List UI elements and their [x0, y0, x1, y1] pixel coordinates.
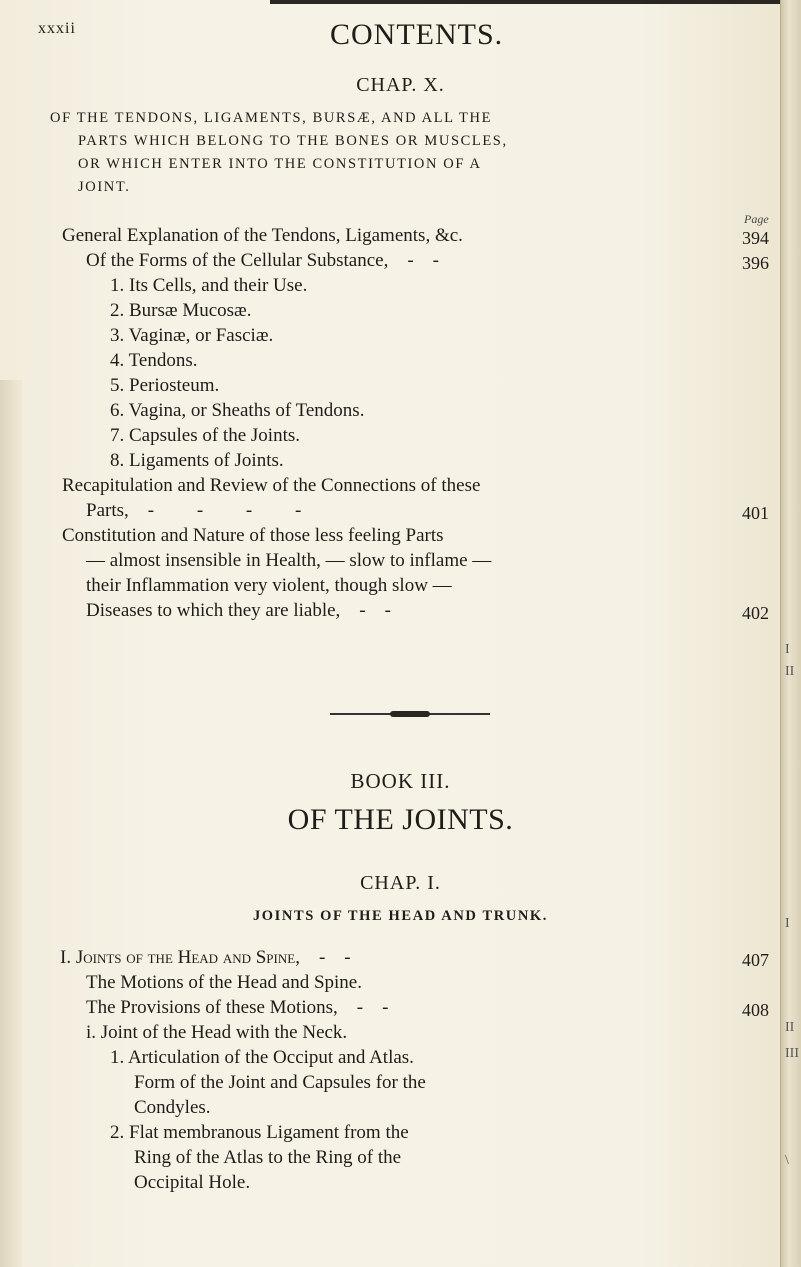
toc-entry: Constitution and Nature of those less feeling Parts: [62, 525, 444, 546]
top-rule: [270, 0, 801, 4]
edge-mark: \: [785, 1153, 789, 1168]
edge-mark: III: [785, 1046, 799, 1061]
toc-entry: — almost insensible in Health, — slow to inflame —: [86, 550, 492, 571]
edge-mark: I: [785, 642, 790, 657]
toc-entry: Recapitulation and Review of the Connections of these: [62, 475, 481, 496]
toc-entry: Of the Forms of the Cellular Substance, - -: [86, 250, 440, 271]
toc-entry: their Inflammation very violent, though slow —: [86, 575, 452, 596]
toc-page-number: 394: [742, 228, 769, 248]
right-page-edge: [780, 0, 801, 1267]
toc-entry: Occipital Hole.: [134, 1172, 251, 1193]
folio-number: xxxii: [38, 20, 76, 37]
toc-entry: 1. Articulation of the Occiput and Atlas.: [110, 1047, 414, 1068]
edge-mark: I: [785, 916, 790, 931]
toc-entry: Parts, - - - -: [86, 500, 302, 521]
chapter-title-line: JOINT.: [78, 179, 131, 195]
toc-entry: 1. Its Cells, and their Use.: [110, 275, 308, 296]
toc-page-number: 396: [742, 253, 769, 273]
chapter-heading: CHAP. I.: [360, 872, 441, 894]
toc-page-number: 407: [742, 950, 769, 970]
chapter-title-line: OF THE TENDONS, LIGAMENTS, BURSÆ, AND ALL THE: [50, 110, 493, 126]
chapter-heading: CHAP. X.: [356, 74, 445, 96]
toc-entry: 6. Vagina, or Sheaths of Tendons.: [110, 400, 365, 421]
toc-entry: 7. Capsules of the Joints.: [110, 425, 300, 446]
toc-entry: i. Joint of the Head with the Neck.: [86, 1022, 348, 1043]
chapter-title: JOINTS OF THE HEAD AND TRUNK.: [252, 908, 549, 924]
toc-entry: 8. Ligaments of Joints.: [110, 450, 284, 471]
toc-entry: Diseases to which they are liable, - -: [86, 600, 391, 621]
toc-page-number: 402: [742, 603, 769, 623]
chapter-title-line: OR WHICH ENTER INTO THE CONSTITUTION OF A: [78, 156, 482, 172]
toc-entry: 2. Bursæ Mucosæ.: [110, 300, 252, 321]
toc-entry: I. Joints of the Head and Spine, - -: [60, 947, 351, 968]
toc-entry: 4. Tendons.: [110, 350, 198, 371]
toc-entry: Condyles.: [134, 1097, 211, 1118]
book-title: OF THE JOINTS.: [287, 803, 514, 836]
toc-page-number: 401: [742, 503, 769, 523]
toc-entry: 3. Vaginæ, or Fasciæ.: [110, 325, 274, 346]
edge-mark: II: [785, 1020, 795, 1035]
edge-mark: II: [785, 664, 795, 679]
toc-entry: The Provisions of these Motions, - -: [86, 997, 389, 1018]
page-column-label: Page: [744, 212, 769, 226]
toc-entry: Ring of the Atlas to the Ring of the: [134, 1147, 402, 1168]
chapter-title-line: PARTS WHICH BELONG TO THE BONES OR MUSCLES,: [78, 133, 508, 149]
toc-entry: 5. Periosteum.: [110, 375, 220, 396]
ornamental-rule: [330, 713, 490, 715]
toc-entry: General Explanation of the Tendons, Ligaments, &c.: [62, 225, 463, 246]
toc-entry: The Motions of the Head and Spine.: [86, 972, 362, 993]
toc-page-number: 408: [742, 1000, 769, 1020]
toc-entry: 2. Flat membranous Ligament from the: [110, 1122, 409, 1143]
book-heading: BOOK III.: [350, 769, 451, 793]
running-title: CONTENTS.: [330, 18, 504, 51]
toc-entry: Form of the Joint and Capsules for the: [134, 1072, 426, 1093]
